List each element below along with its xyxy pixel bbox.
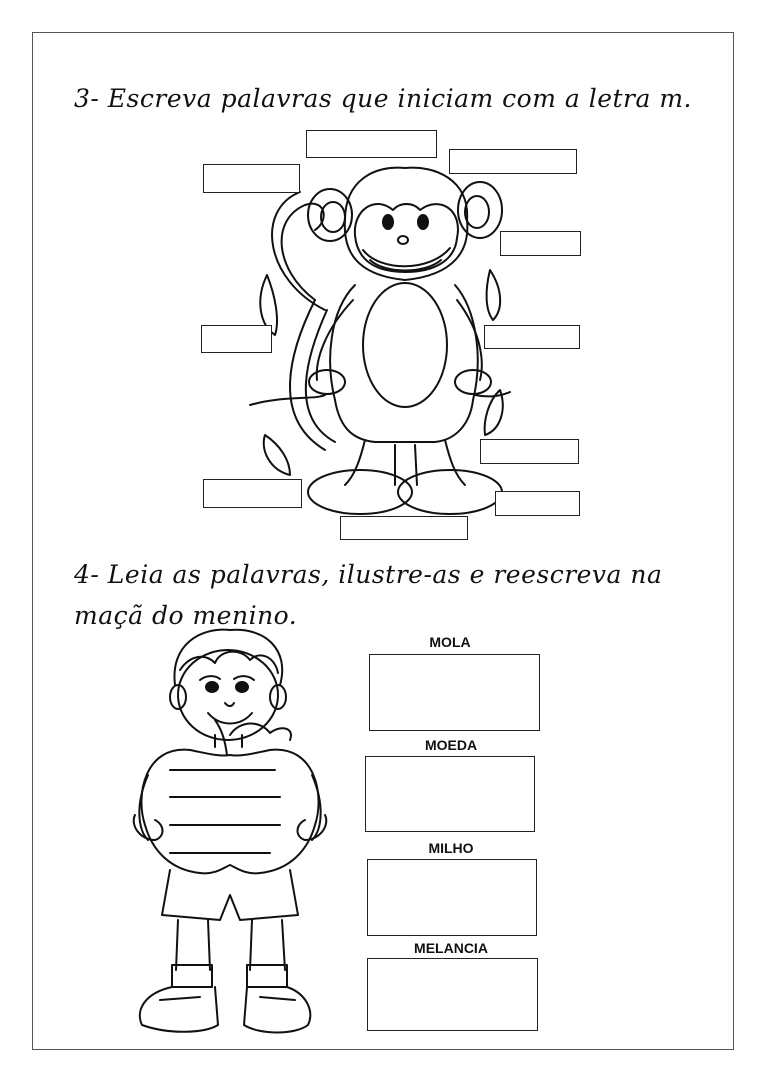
answer-box-10[interactable] bbox=[340, 516, 468, 540]
drawing-box-mola[interactable] bbox=[369, 654, 540, 731]
answer-box-4[interactable] bbox=[500, 231, 581, 256]
word-label-milho: MILHO bbox=[428, 840, 474, 856]
answer-box-5[interactable] bbox=[201, 325, 272, 353]
drawing-box-melancia[interactable] bbox=[367, 958, 538, 1031]
word-label-melancia: MELANCIA bbox=[414, 940, 488, 956]
drawing-box-moeda[interactable] bbox=[365, 756, 535, 832]
answer-box-1[interactable] bbox=[306, 130, 437, 158]
answer-box-6[interactable] bbox=[484, 325, 580, 349]
question-4-title-line-2: maçã do menino. bbox=[74, 601, 298, 630]
drawing-box-milho[interactable] bbox=[367, 859, 537, 936]
answer-box-8[interactable] bbox=[203, 479, 302, 508]
answer-box-2[interactable] bbox=[449, 149, 577, 174]
word-label-moeda: MOEDA bbox=[424, 737, 478, 753]
word-label-mola: MOLA bbox=[429, 634, 471, 650]
boy-with-apple-illustration bbox=[130, 625, 330, 1040]
question-4-title-line-1: 4- Leia as palavras, ilustre-as e reescreva na bbox=[74, 560, 663, 589]
monkey-illustration bbox=[245, 160, 510, 520]
answer-box-7[interactable] bbox=[480, 439, 579, 464]
question-3-title: 3- Escreva palavras que iniciam com a letra m. bbox=[74, 84, 693, 113]
answer-box-3[interactable] bbox=[203, 164, 300, 193]
answer-box-9[interactable] bbox=[495, 491, 580, 516]
